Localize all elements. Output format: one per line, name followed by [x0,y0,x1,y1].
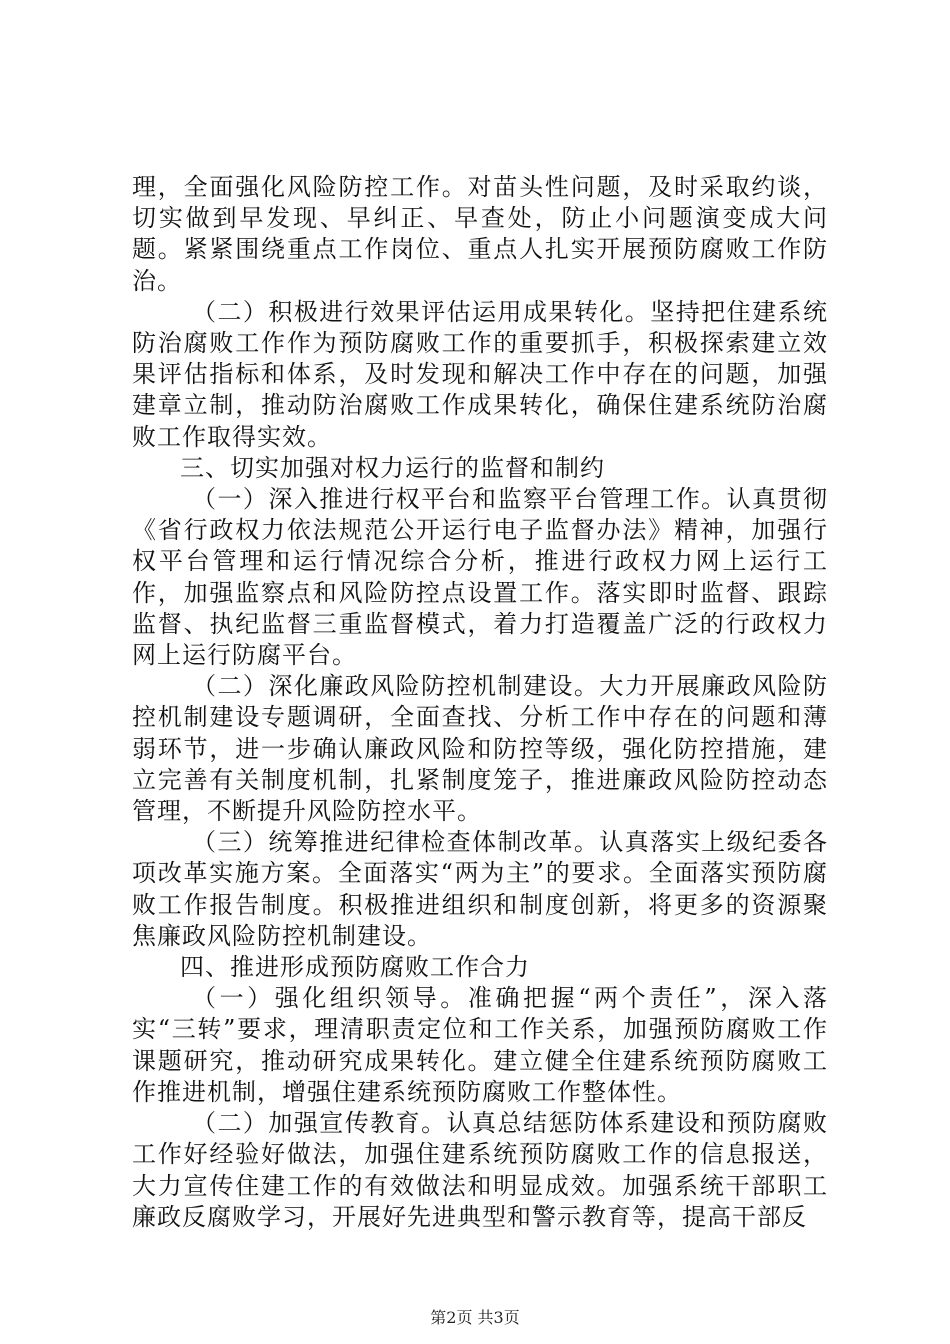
paragraph-risk-control: （二）深化廉政风险防控机制建设。大力开展廉政风险防控机制建设专题调研，全面查找、分析工作中存在的问题和薄弱环节，进一步确认廉政风险和防控等级，强化防控措施，建立完善有关制度机制，扎紧制度笼子，推进廉政风险防控动态管理，不断提升风险防控水平。 [132,672,828,826]
paragraph-organization-leadership: （一）强化组织领导。准确把握“两个责任”，深入落实“三转”要求，理清职责定位和工作关系，加强预防腐败工作课题研究，推动研究成果转化。建立健全住建系统预防腐败工作推进机制，增强住建系统预防腐败工作整体性。 [132,984,828,1106]
paragraph-discipline-reform: （三）统筹推进纪律检查体制改革。认真落实上级纪委各项改革实施方案。全面落实“两为主”的要求。全面落实预防腐败工作报告制度。积极推进组织和制度创新，将更多的资源聚焦廉政风险防控机制建设。 [132,828,828,950]
document-body [132,172,828,1233]
section-heading-4: 四、推进形成预防腐败工作合力 [180,953,530,982]
page-number-footer: 第2页 共3页 [430,1308,520,1327]
paragraph-continuation: 理，全面强化风险防控工作。对苗头性问题，及时采取约谈，切实做到早发现、早纠正、早查处，防止小问题演变成大问题。紧紧围绕重点工作岗位、重点人扎实开展预防腐败工作防治。 [132,173,828,295]
paragraph-effect-evaluation: （二）积极进行效果评估运用成果转化。坚持把住建系统防治腐败工作作为预防腐败工作的重要抓手，积极探索建立效果评估指标和体系，及时发现和解决工作中存在的问题，加强建章立制，推动防治腐败工作成果转化，确保住建系统防治腐败工作取得实效。 [132,297,828,451]
section-heading-3: 三、切实加强对权力运行的监督和制约 [180,453,605,482]
paragraph-platform-management: （一）深入推进行权平台和监察平台管理工作。认真贯彻《省行政权力依法规范公开运行电子监督办法》精神，加强行权平台管理和运行情况综合分析，推进行政权力网上运行工作，加强监察点和风险防控点设置工作。落实即时监督、跟踪监督、执纪监督三重监督模式，着力打造覆盖广泛的行政权力网上运行防腐平台。 [132,485,828,670]
paragraph-publicity-education: （二）加强宣传教育。认真总结惩防体系建设和预防腐败工作好经验好做法，加强住建系统预防腐败工作的信息报送，大力宣传住建工作的有效做法和明显成效。加强系统干部职工廉政反腐败学习，开展好先进典型和警示教育等，提高干部反 [132,1109,828,1231]
